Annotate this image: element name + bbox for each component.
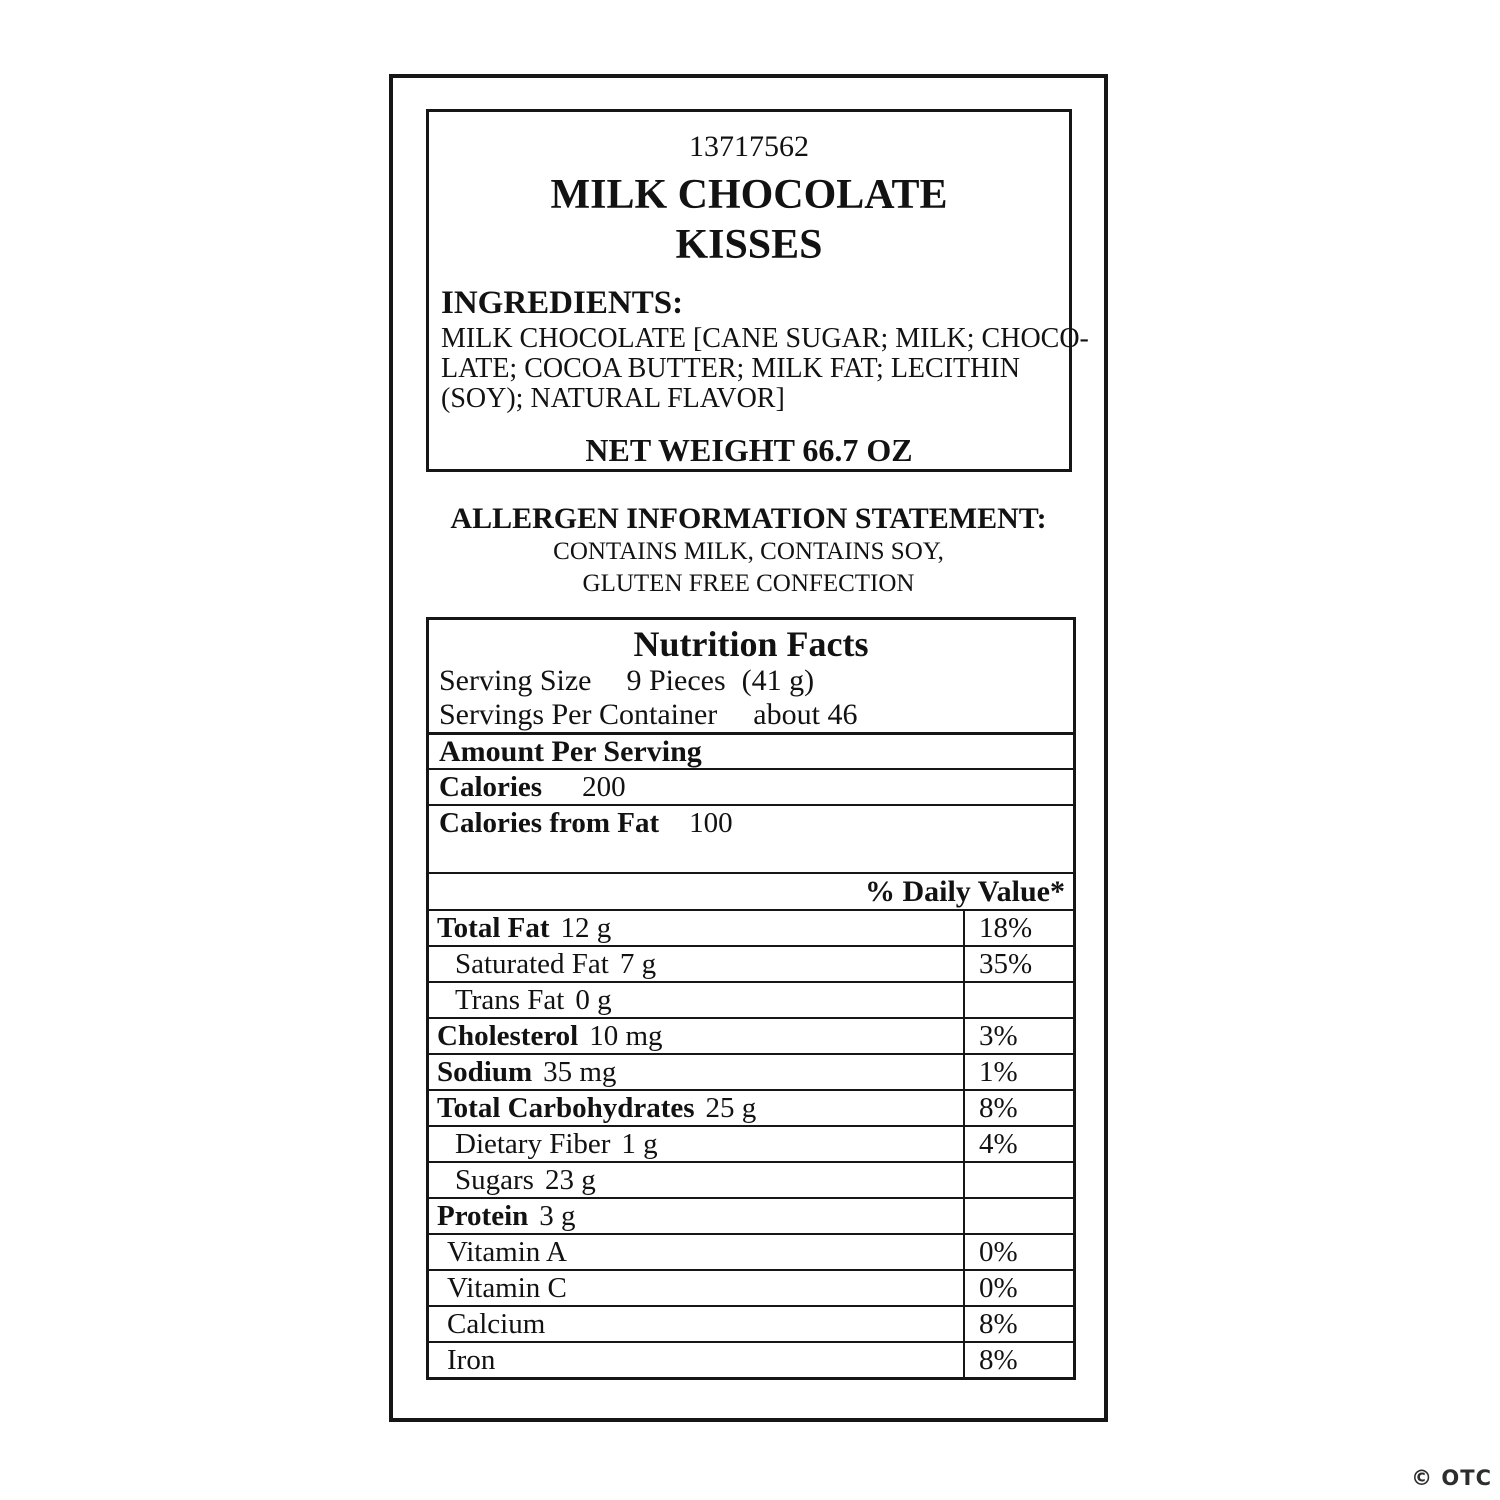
daily-value-cell xyxy=(965,1199,1073,1233)
nutrition-header xyxy=(429,620,1073,732)
calories-row xyxy=(429,768,1073,804)
daily-value-header: % Daily Value* xyxy=(429,872,1073,909)
nutrient-cell xyxy=(429,1127,965,1161)
daily-value-cell xyxy=(965,1163,1073,1197)
nutrient-cell xyxy=(429,983,965,1017)
nutrient-label: Sodium xyxy=(437,1056,533,1088)
daily-value-cell: 8% xyxy=(979,1344,1018,1376)
nutrition-facts-table xyxy=(426,617,1076,1380)
daily-value-cell: 1% xyxy=(979,1056,1018,1088)
calories-from-fat-value: 100 xyxy=(689,807,733,839)
servings-label: Servings Per Container xyxy=(439,698,718,731)
allergen-line1: CONTAINS MILK, CONTAINS SOY, xyxy=(553,538,944,565)
nutrition-row xyxy=(429,1089,1073,1125)
nutrition-title: Nutrition Facts xyxy=(633,624,869,664)
nutrient-label: Dietary Fiber xyxy=(455,1128,611,1160)
nutrition-row xyxy=(429,1233,1073,1269)
allergen-statement xyxy=(393,502,1104,600)
nutrient-label: Sugars xyxy=(455,1164,534,1196)
net-weight: NET WEIGHT 66.7 OZ xyxy=(585,432,913,468)
nutrient-amount: 3 g xyxy=(539,1200,576,1232)
nutrition-row xyxy=(429,1053,1073,1089)
nutrient-cell xyxy=(429,1199,965,1233)
daily-value-cell: 35% xyxy=(979,948,1033,980)
nutrient-cell xyxy=(429,1055,965,1089)
ingredients-heading: INGREDIENTS: xyxy=(441,285,684,321)
product-title xyxy=(429,170,1069,270)
nutrient-cell xyxy=(429,1307,965,1341)
nutrient-cell xyxy=(429,1271,965,1305)
nutrient-label: Calcium xyxy=(447,1308,546,1340)
nutrient-amount: 10 mg xyxy=(589,1020,663,1052)
nutrient-amount: 12 g xyxy=(560,912,612,944)
ingredients-line: LATE; COCOA BUTTER; MILK FAT; LECITHIN xyxy=(441,353,1020,384)
serving-size-pieces: 9 Pieces xyxy=(626,664,726,697)
nutrition-row xyxy=(429,1269,1073,1305)
nutrient-label: Total Carbohydrates xyxy=(437,1092,695,1124)
product-title-line1: MILK CHOCOLATE xyxy=(550,172,948,218)
nutrition-row xyxy=(429,1017,1073,1053)
nutrient-label: Vitamin A xyxy=(447,1236,567,1268)
nutrition-row xyxy=(429,909,1073,945)
daily-value-cell: 18% xyxy=(979,912,1033,944)
product-sku: 13717562 xyxy=(689,130,809,163)
nutrient-label: Vitamin C xyxy=(447,1272,567,1304)
nutrient-label: Trans Fat xyxy=(455,984,565,1016)
nutrient-cell xyxy=(429,1091,965,1125)
daily-value-cell: 3% xyxy=(979,1020,1018,1052)
calories-label: Calories xyxy=(439,771,543,803)
ingredients-line: MILK CHOCOLATE [CANE SUGAR; MILK; CHOCO- xyxy=(441,323,1089,354)
nutrient-label: Total Fat xyxy=(437,912,550,944)
calories-from-fat-row xyxy=(429,804,1073,872)
serving-size-grams: (41 g) xyxy=(741,664,815,697)
nutrition-row xyxy=(429,1161,1073,1197)
nutrient-cell xyxy=(429,1019,965,1053)
nutrient-label: Protein xyxy=(437,1200,529,1232)
daily-value-cell: 8% xyxy=(979,1308,1018,1340)
ingredients-line: (SOY); NATURAL FLAVOR] xyxy=(441,383,785,414)
nutrient-amount: 23 g xyxy=(544,1164,596,1196)
nutrient-cell xyxy=(429,1235,965,1269)
nutrient-cell xyxy=(429,947,965,981)
servings-per-container-row xyxy=(429,698,1073,732)
daily-value-cell xyxy=(965,983,1073,1017)
nutrient-label: Iron xyxy=(447,1344,496,1376)
nutrient-cell xyxy=(429,1163,965,1197)
nutrition-row xyxy=(429,1305,1073,1341)
nutrition-row xyxy=(429,945,1073,981)
label-outer-border xyxy=(389,74,1108,1422)
allergen-heading: ALLERGEN INFORMATION STATEMENT: xyxy=(450,502,1047,535)
nutrient-cell xyxy=(429,911,965,945)
amount-per-serving-row: Amount Per Serving xyxy=(429,732,1073,768)
daily-value-cell: 8% xyxy=(979,1092,1018,1124)
nutrition-rows xyxy=(429,909,1073,1377)
product-info-box xyxy=(426,109,1089,472)
nutrition-row xyxy=(429,1125,1073,1161)
nutrient-amount: 0 g xyxy=(575,984,612,1016)
allergen-line2: GLUTEN FREE CONFECTION xyxy=(582,570,915,597)
calories-value: 200 xyxy=(582,771,626,803)
daily-value-cell: 0% xyxy=(979,1236,1018,1268)
nutrient-cell xyxy=(429,1343,965,1377)
daily-value-cell: 0% xyxy=(979,1272,1018,1304)
nutrient-amount: 1 g xyxy=(621,1128,658,1160)
serving-size-label: Serving Size xyxy=(439,664,592,697)
nutrition-row xyxy=(429,1341,1073,1377)
product-title-line2: KISSES xyxy=(675,222,823,268)
nutrient-amount: 35 mg xyxy=(543,1056,617,1088)
nutrition-row xyxy=(429,1197,1073,1233)
nutrient-amount: 25 g xyxy=(705,1092,757,1124)
nutrient-label: Cholesterol xyxy=(437,1020,579,1052)
servings-value: about 46 xyxy=(753,698,858,731)
serving-size-row xyxy=(429,664,1073,698)
nutrient-label: Saturated Fat xyxy=(455,948,609,980)
calories-from-fat-label: Calories from Fat xyxy=(439,807,660,839)
nutrition-row xyxy=(429,981,1073,1017)
otc-watermark: © OTC xyxy=(1411,1466,1492,1490)
daily-value-cell: 4% xyxy=(979,1128,1018,1160)
nutrient-amount: 7 g xyxy=(619,948,657,980)
